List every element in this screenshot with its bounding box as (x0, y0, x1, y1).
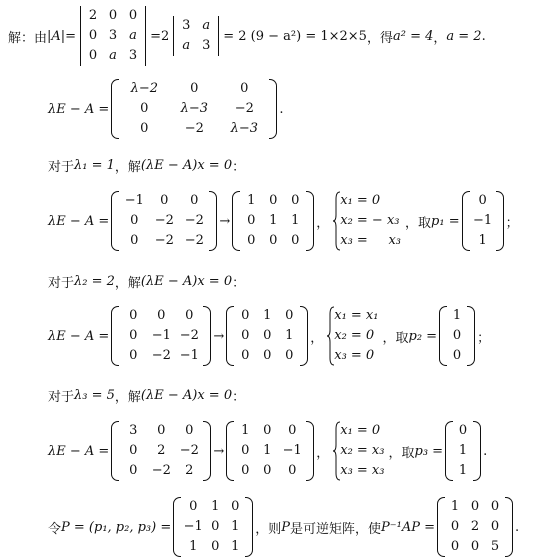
cell: 1 (231, 539, 240, 554)
det3-grid (83, 6, 143, 66)
cell: 0 (450, 539, 460, 554)
case2-matrix (111, 306, 211, 366)
char-matrix (111, 79, 277, 139)
a-value: a = 2 (446, 28, 482, 44)
det3-cell: 3 (108, 28, 118, 43)
case2-system (327, 306, 378, 366)
char-cell: −2 (184, 121, 204, 136)
p-matrix (173, 497, 253, 557)
cell: 1 (241, 423, 250, 438)
det2-cell: 3 (182, 18, 191, 33)
cell: 0 (470, 499, 480, 514)
case3-system (333, 421, 384, 481)
period: . (483, 443, 488, 459)
cell: −2 (179, 443, 199, 458)
equation: x₂ = − x₃ (340, 213, 400, 228)
period: . (514, 519, 520, 535)
lambda-e-minus-a: λE − A = (48, 213, 110, 229)
cell: 0 (450, 519, 460, 534)
char-grid (119, 79, 269, 139)
lambda-3: λ₃ = 5 (74, 387, 115, 403)
lambda-2: λ₂ = 2 (74, 273, 115, 289)
cell: 0 (269, 193, 278, 208)
cell: 0 (247, 213, 256, 228)
case1-matrix (111, 191, 217, 251)
char-cell: λ−2 (130, 81, 159, 96)
abs-a: |A|= (47, 28, 77, 44)
equation: x₁ = 0 (340, 423, 381, 438)
semicolon: ； (505, 215, 519, 231)
cell: 0 (211, 519, 220, 534)
cell: 2 (185, 463, 194, 478)
det3-cell: 0 (88, 48, 98, 63)
take-text: ，取 (405, 215, 432, 231)
comma: ， (316, 445, 330, 461)
cell: 0 (458, 423, 468, 438)
case3-reduced-matrix (226, 421, 314, 481)
char-cell: 0 (240, 81, 249, 96)
cell: 0 (211, 539, 220, 554)
cell: 0 (285, 348, 294, 363)
det3-cell: a (129, 28, 137, 43)
cell: −2 (154, 213, 174, 228)
case2-reduced-matrix (226, 306, 308, 366)
det2-cell: 3 (202, 38, 211, 53)
cell: 0 (285, 308, 294, 323)
for-text: 对于 (48, 275, 75, 291)
cell: 0 (129, 463, 138, 478)
invertible-text: 是可逆矩阵，使 (289, 521, 381, 537)
det-value: = 2 (9 − a²) = 1×2×5 (223, 28, 367, 44)
p-definition: P = (p₁, p₂, p₃) = (61, 519, 172, 535)
solve-text: ，解 (114, 389, 141, 405)
for-text: 对于 (48, 389, 75, 405)
cell: −2 (151, 463, 171, 478)
cell: 0 (129, 328, 138, 343)
period: . (481, 28, 486, 44)
equation: x₃ = x₃ (340, 233, 402, 248)
cell: 1 (263, 308, 272, 323)
comma: ， (316, 215, 330, 231)
cell: 0 (241, 308, 250, 323)
char-cell: 0 (190, 81, 199, 96)
comma: ， (433, 30, 447, 46)
cell: −1 (183, 519, 203, 534)
homogeneous-eq: (λE − A)x = 0 (140, 273, 233, 289)
char-cell: 0 (140, 121, 149, 136)
cell: 0 (288, 463, 297, 478)
det2-grid (176, 16, 216, 56)
cell: 0 (263, 348, 272, 363)
cell: 1 (450, 499, 460, 514)
determinant-3x3 (78, 6, 148, 66)
determinant-2x2 (171, 16, 221, 56)
a-squared: a² = 4 (392, 28, 434, 44)
cell: 0 (231, 499, 240, 514)
p2-vector (439, 306, 475, 366)
cell: 5 (490, 539, 500, 554)
equation: x₃ = x₃ (340, 463, 385, 478)
cell: −1 (124, 193, 144, 208)
det3-cell: 3 (128, 48, 138, 63)
cell: −1 (282, 443, 302, 458)
case2-body (48, 303, 490, 369)
cell: 1 (189, 539, 198, 554)
arrow-icon: → (213, 443, 225, 459)
de-text: ，得 (366, 30, 393, 46)
equation: x₂ = x₃ (340, 443, 385, 458)
let-text: 令 (48, 521, 62, 537)
cell: 0 (129, 308, 138, 323)
equation: x₃ = 0 (334, 348, 375, 363)
cell: 0 (452, 328, 462, 343)
final-line (48, 494, 519, 560)
cell: 0 (189, 499, 198, 514)
lambda-e-minus-a: λE − A = (48, 101, 110, 117)
case1-reduced-matrix (232, 191, 314, 251)
char-cell: −2 (234, 101, 254, 116)
cell: 1 (458, 443, 468, 458)
comma: ， (310, 330, 324, 346)
case3-body (48, 418, 487, 484)
det3-cell: 0 (108, 8, 118, 23)
p-name: P (281, 519, 290, 535)
cell: −2 (184, 233, 204, 248)
colon: ： (232, 159, 246, 175)
cell: 0 (157, 423, 166, 438)
cell: 0 (130, 233, 139, 248)
cell: 0 (185, 308, 194, 323)
cell: 0 (241, 443, 250, 458)
period: . (279, 101, 284, 117)
cell: 2 (470, 519, 480, 534)
cell: −1 (151, 328, 171, 343)
homogeneous-eq: (λE − A)x = 0 (140, 157, 233, 173)
p-inverse-a-p: P⁻¹AP = (381, 519, 435, 535)
cell: 0 (490, 519, 500, 534)
p3-label: p₃ = (414, 443, 444, 459)
cell: 0 (263, 463, 272, 478)
case1-intro (48, 154, 245, 176)
p1-label: p₁ = (431, 213, 460, 229)
semicolon: ； (477, 330, 491, 346)
cell: 0 (247, 233, 256, 248)
cell: −1 (179, 348, 199, 363)
eq-two: =2 (150, 28, 170, 44)
cell: 2 (157, 443, 166, 458)
line-determinant (8, 4, 486, 68)
lambda-1: λ₁ = 1 (74, 157, 115, 173)
cell: 0 (291, 233, 300, 248)
cell: 0 (241, 348, 250, 363)
char-cell: λ−3 (230, 121, 259, 136)
cell: 1 (231, 519, 240, 534)
cell: 0 (129, 443, 138, 458)
case3-intro (48, 384, 245, 406)
lambda-e-minus-a: λE − A = (48, 328, 110, 344)
det3-cell: a (109, 48, 117, 63)
p2-label: p₂ = (408, 328, 438, 344)
cell: 1 (285, 328, 294, 343)
cell: −1 (473, 213, 493, 228)
equation: x₁ = x₁ (334, 308, 379, 323)
cell: −2 (154, 233, 174, 248)
char-cell: λ−3 (180, 101, 209, 116)
cell: 0 (490, 499, 500, 514)
solve-text: ，解 (114, 159, 141, 175)
case3-matrix (111, 421, 211, 481)
cell: 0 (263, 423, 272, 438)
homogeneous-eq: (λE − A)x = 0 (140, 387, 233, 403)
cell: 3 (129, 423, 138, 438)
cell: −2 (151, 348, 171, 363)
cell: 1 (458, 463, 468, 478)
cell: 0 (130, 213, 139, 228)
cell: 0 (129, 348, 138, 363)
arrow-icon: → (213, 328, 225, 344)
cell: 0 (288, 423, 297, 438)
take-text: ，取 (388, 445, 415, 461)
det2-cell: a (182, 38, 191, 53)
colon: ： (232, 389, 246, 405)
cell: 1 (269, 213, 278, 228)
case1-body (48, 188, 519, 254)
cell: 0 (470, 539, 480, 554)
det3-cell: 0 (88, 28, 98, 43)
cell: 0 (269, 233, 278, 248)
cell: 1 (263, 443, 272, 458)
cell: 1 (211, 499, 220, 514)
cell: 1 (247, 193, 256, 208)
line-characteristic-matrix (48, 76, 283, 142)
cell: 0 (241, 328, 250, 343)
cell: 0 (291, 193, 300, 208)
cell: 0 (241, 463, 250, 478)
then-text: ，则 (255, 521, 282, 537)
det2-cell: a (202, 18, 211, 33)
case2-intro (48, 270, 245, 292)
colon: ： (232, 275, 246, 291)
equation: x₂ = 0 (334, 328, 375, 343)
case1-system (333, 191, 401, 251)
cell: 0 (478, 193, 487, 208)
diagonal-matrix (437, 497, 513, 557)
solution-label: 解：由 (8, 30, 48, 46)
det3-cell: 0 (128, 8, 138, 23)
cell: −2 (179, 328, 199, 343)
for-text: 对于 (48, 159, 75, 175)
p1-vector (462, 191, 504, 251)
cell: 0 (157, 308, 166, 323)
cell: 1 (291, 213, 300, 228)
cell: 0 (185, 423, 194, 438)
solve-text: ，解 (114, 275, 141, 291)
lambda-e-minus-a: λE − A = (48, 443, 110, 459)
cell: −2 (184, 213, 204, 228)
arrow-icon: → (219, 213, 231, 229)
det3-cell: 2 (88, 8, 98, 23)
char-cell: 0 (140, 101, 149, 116)
take-text: ，取 (382, 330, 409, 346)
cell: 0 (263, 328, 272, 343)
equation: x₁ = 0 (340, 193, 381, 208)
cell: 0 (160, 193, 169, 208)
cell: 1 (452, 308, 462, 323)
p3-vector (445, 421, 481, 481)
cell: 0 (190, 193, 199, 208)
cell: 1 (478, 233, 487, 248)
cell: 0 (452, 348, 462, 363)
